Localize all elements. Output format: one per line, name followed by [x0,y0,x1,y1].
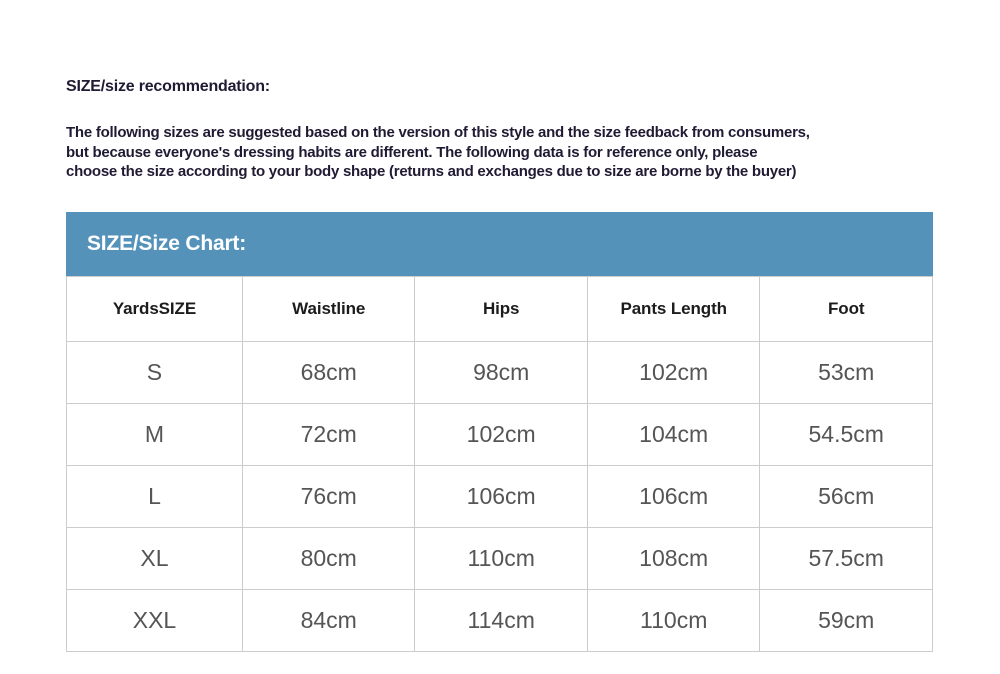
pants-length-cell: 104cm [587,403,760,465]
size-chart-title: SIZE/Size Chart: [87,231,246,255]
pants-length-cell: 106cm [587,465,760,527]
hips-cell: 98cm [415,341,588,403]
foot-cell: 54.5cm [760,403,933,465]
column-header-foot: Foot [760,276,933,341]
header-row [67,276,933,341]
size-label: L [67,465,243,527]
table-row-xxl [67,589,933,651]
table-row-l [67,465,933,527]
size-chart-title-bar [66,212,933,276]
column-header-yardssize: YardsSIZE [67,276,243,341]
column-header-hips: Hips [415,276,588,341]
recommendation-line-2: but because everyone's dressing habits are different. The following data is for reference only, please [66,143,758,161]
hips-cell: 106cm [415,465,588,527]
waistline-cell: 80cm [242,527,415,589]
column-header-waistline: Waistline [242,276,415,341]
hips-cell: 114cm [415,589,588,651]
size-label: S [67,341,243,403]
recommendation-line-3: choose the size according to your body shape (returns and exchanges due to size are borne by the buyer) [66,163,797,180]
waistline-cell: 68cm [242,341,415,403]
size-label: XXL [67,589,243,651]
column-header-pants-length: Pants Length [587,276,760,341]
hips-cell: 102cm [415,403,588,465]
pants-length-cell: 108cm [587,527,760,589]
foot-cell: 56cm [760,465,933,527]
table-row-m [67,403,933,465]
waistline-cell: 76cm [242,465,415,527]
foot-cell: 59cm [760,589,933,651]
waistline-cell: 84cm [242,589,415,651]
table-row-xl [67,527,933,589]
table-row-s [67,341,933,403]
pants-length-cell: 110cm [587,589,760,651]
size-chart-section [66,212,933,652]
foot-cell: 53cm [760,341,933,403]
size-chart-table [66,276,933,652]
pants-length-cell: 102cm [587,341,760,403]
size-label: M [67,403,243,465]
waistline-cell: 72cm [242,403,415,465]
size-label: XL [67,527,243,589]
recommendation-line-1: The following sizes are suggested based on the version of this style and the size feedback from consumers, [66,124,810,141]
recommendation-heading: SIZE/size recommendation: [66,78,270,95]
page-content [66,0,933,652]
foot-cell: 57.5cm [760,527,933,589]
recommendation-paragraph [66,123,933,182]
hips-cell: 110cm [415,527,588,589]
